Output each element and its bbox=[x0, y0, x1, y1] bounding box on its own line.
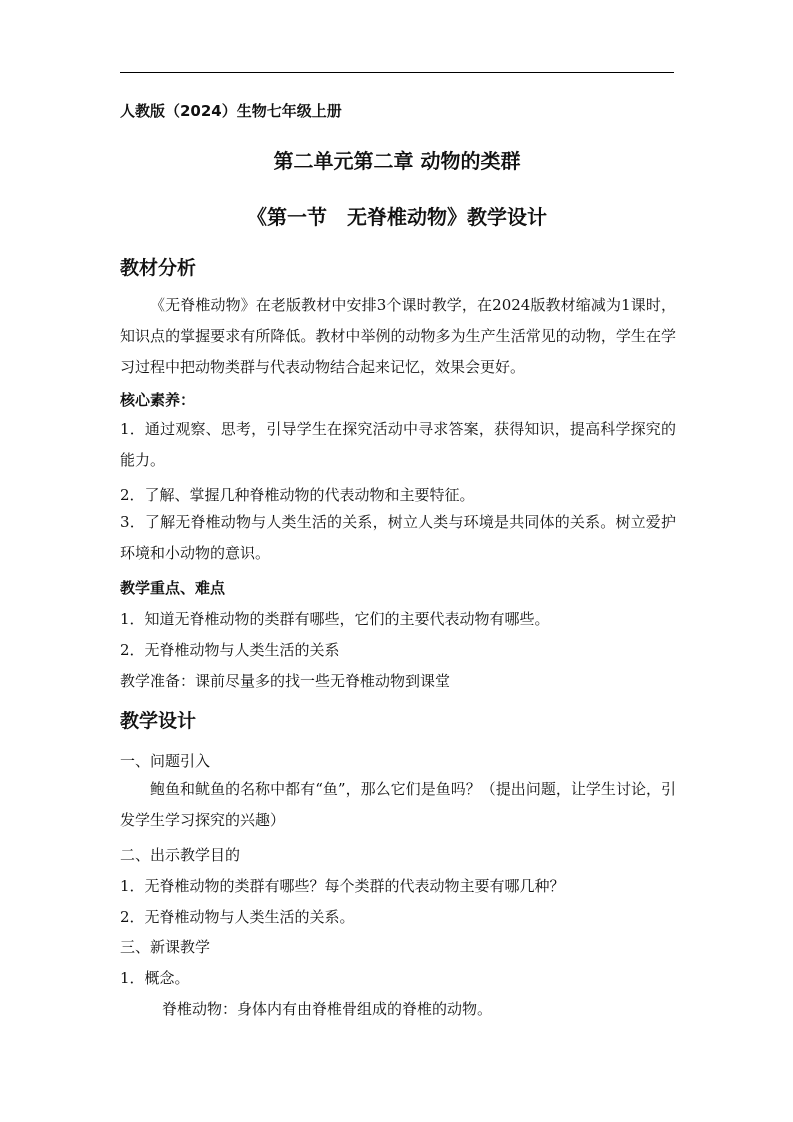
header-rule bbox=[120, 72, 674, 73]
core-heading: 核心素养： bbox=[120, 391, 196, 409]
material-paragraph: 《无脊椎动物》在老版教材中安排3个课时教学，在2024版教材缩减为1课时，知识点的掌握要求有所降低。教材中举例的动物多为生产生活常见的动物，学生在学习过程中把动物类群与代表动物结合起来记忆，效果会更好。 bbox=[120, 296, 676, 376]
step-1-paragraph: 鲍鱼和鱿鱼的名称中都有“鱼”，那么它们是鱼吗？（提出问题，让学生讨论，引发学生学习探究的兴趣） bbox=[120, 780, 676, 829]
key-item-1: 1．知道无脊椎动物的类群有哪些，它们的主要代表动物有哪些。 bbox=[120, 610, 550, 628]
key-points-heading: 教学重点、难点 bbox=[120, 579, 226, 597]
core-item-1: 1．通过观察、思考，引导学生在探究活动中寻求答案，获得知识，提高科学探究的能力。 bbox=[120, 420, 676, 469]
lesson-title: 《第一节 无脊椎动物》教学设计 bbox=[247, 205, 547, 229]
section-design-heading: 教学设计 bbox=[120, 710, 197, 732]
key-item-2: 2．无脊椎动物与人类生活的关系 bbox=[120, 641, 340, 659]
concept-heading: 1．概念。 bbox=[120, 969, 190, 987]
edition-label: 人教版（2024）生物七年级上册 bbox=[120, 102, 342, 120]
core-item-3: 3．了解无脊椎动物与人类生活的关系，树立人类与环境是共同体的关系。树立爱护环境和小动物的意识。 bbox=[120, 513, 676, 562]
concept-text: 脊椎动物：身体内有由脊椎骨组成的脊椎的动物。 bbox=[162, 1000, 493, 1018]
goal-item-2: 2．无脊椎动物与人类生活的关系。 bbox=[120, 908, 355, 926]
goal-item-1: 1．无脊椎动物的类群有哪些？每个类群的代表动物主要有哪几种？ bbox=[120, 877, 565, 895]
unit-title: 第二单元第二章 动物的类群 bbox=[273, 149, 521, 173]
step-1-heading: 一、问题引入 bbox=[120, 752, 211, 770]
step-2-heading: 二、出示教学目的 bbox=[120, 846, 241, 864]
core-item-2: 2．了解、掌握几种脊椎动物的代表动物和主要特征。 bbox=[120, 486, 475, 504]
section-material-heading: 教材分析 bbox=[120, 257, 197, 279]
teaching-prep: 教学准备：课前尽量多的找一些无脊椎动物到课堂 bbox=[120, 672, 451, 690]
step-3-heading: 三、新课教学 bbox=[120, 938, 211, 956]
